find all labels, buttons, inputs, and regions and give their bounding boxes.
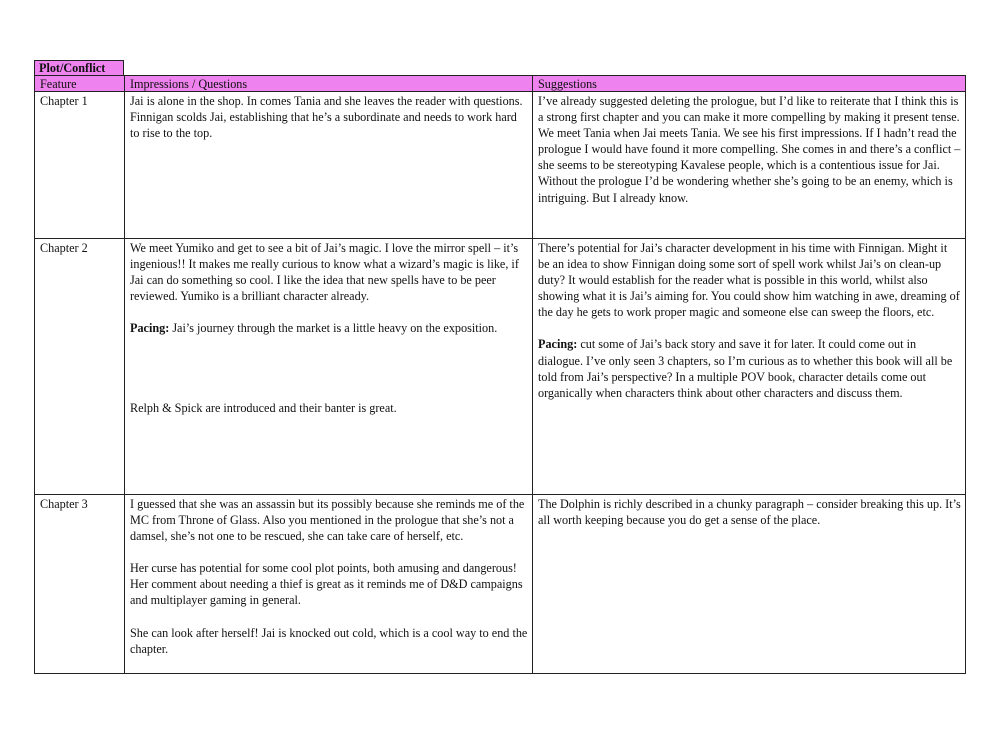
suggestions-text: There’s potential for Jai’s character development in his time with Finnigan. Might it be an idea to show Finnigan doing some sort of spell work whilst Jai’s on clean-up duty? It would establish for the reader what is possible in this world, whilst also showing what it is Jai’s aiming for. You could show him watching in awe, dreaming of the day he gets to work proper magic and someone else can sweep the floors, etc. [538, 241, 960, 320]
suggestions-cell [533, 239, 966, 495]
pacing-label: Pacing: [130, 321, 170, 336]
impressions-cell [125, 92, 533, 239]
suggestions-pacing-note [538, 336, 961, 400]
column-header-suggestions: Suggestions [533, 76, 966, 92]
column-header-feature: Feature [35, 76, 125, 92]
section-title: Plot/Conflict [34, 60, 124, 76]
impressions-text: Her curse has potential for some cool plot points, both amusing and dangerous! Her comment about needing a thief is great as it reminds me of D&D campaigns and multiplayer gaming in general. [130, 561, 523, 608]
impressions-text: We meet Yumiko and get to see a bit of Jai’s magic. I love the mirror spell – it’s ingenious!! It makes me really curious to know what a wizard’s magic is like, if Jai can do something so cool. I like the idea that new spells have to be peer reviewed. Yumiko is a brilliant character already. [130, 241, 519, 304]
impressions-text: Relph & Spick are introduced and their banter is great. [130, 401, 397, 416]
impressions-cell [125, 239, 533, 495]
review-table [34, 75, 966, 674]
table-row-chapter-1 [35, 92, 966, 239]
suggestions-text: The Dolphin is richly described in a chunky paragraph – consider breaking this up. It’s all worth keeping because you do get a sense of the place. [538, 497, 961, 528]
pacing-text: cut some of Jai’s back story and save it for later. It could come out in dialogue. I’ve only seen 3 chapters, so I’m curious as to whether this book will all be told from Jai’s perspective? In a multiple POV book, character details come out organically when characters think about other characters and discuss them. [538, 337, 953, 400]
pacing-label: Pacing: [538, 337, 578, 352]
impressions-pacing-note [130, 320, 528, 336]
feature-cell: Chapter 2 [35, 239, 125, 495]
table-header-row [35, 76, 966, 92]
table-row-chapter-3 [35, 495, 966, 674]
pacing-text: Jai’s journey through the market is a little heavy on the exposition. [169, 321, 498, 336]
table-row-chapter-2 [35, 239, 966, 495]
feature-cell: Chapter 3 [35, 495, 125, 674]
suggestions-cell [533, 92, 966, 239]
impressions-cell [125, 495, 533, 674]
impressions-text: She can look after herself! Jai is knocked out cold, which is a cool way to end the chapter. [130, 625, 528, 656]
impressions-text: I guessed that she was an assassin but its possibly because she reminds me of the MC from Throne of Glass. Also you mentioned in the prologue that she’s not a damsel, she’s not one to be rescued, she can take care of herself, etc. [130, 497, 525, 544]
feature-cell: Chapter 1 [35, 92, 125, 239]
column-header-impressions: Impressions / Questions [125, 76, 533, 92]
suggestions-text: I’ve already suggested deleting the prologue, but I’d like to reiterate that I think this is a strong first chapter and you can make it more compelling by making it present tense. We meet Tania when Jai meets Tania. We see his first impressions. If I hadn’t read the prologue I would have found it more compelling. She comes in and there’s a conflict – she seems to be stereotyping Kavalese people, which is a contentious issue for Jai. Without the prologue I’d be wondering whether she’s going to be an enemy, which is intriguing. But I already know. [538, 94, 961, 205]
suggestions-cell [533, 495, 966, 674]
impressions-text: Jai is alone in the shop. In comes Tania and she leaves the reader with questions. Finnigan scolds Jai, establishing that he’s a subordinate and needs to work hard to rise to the top. [130, 94, 523, 141]
